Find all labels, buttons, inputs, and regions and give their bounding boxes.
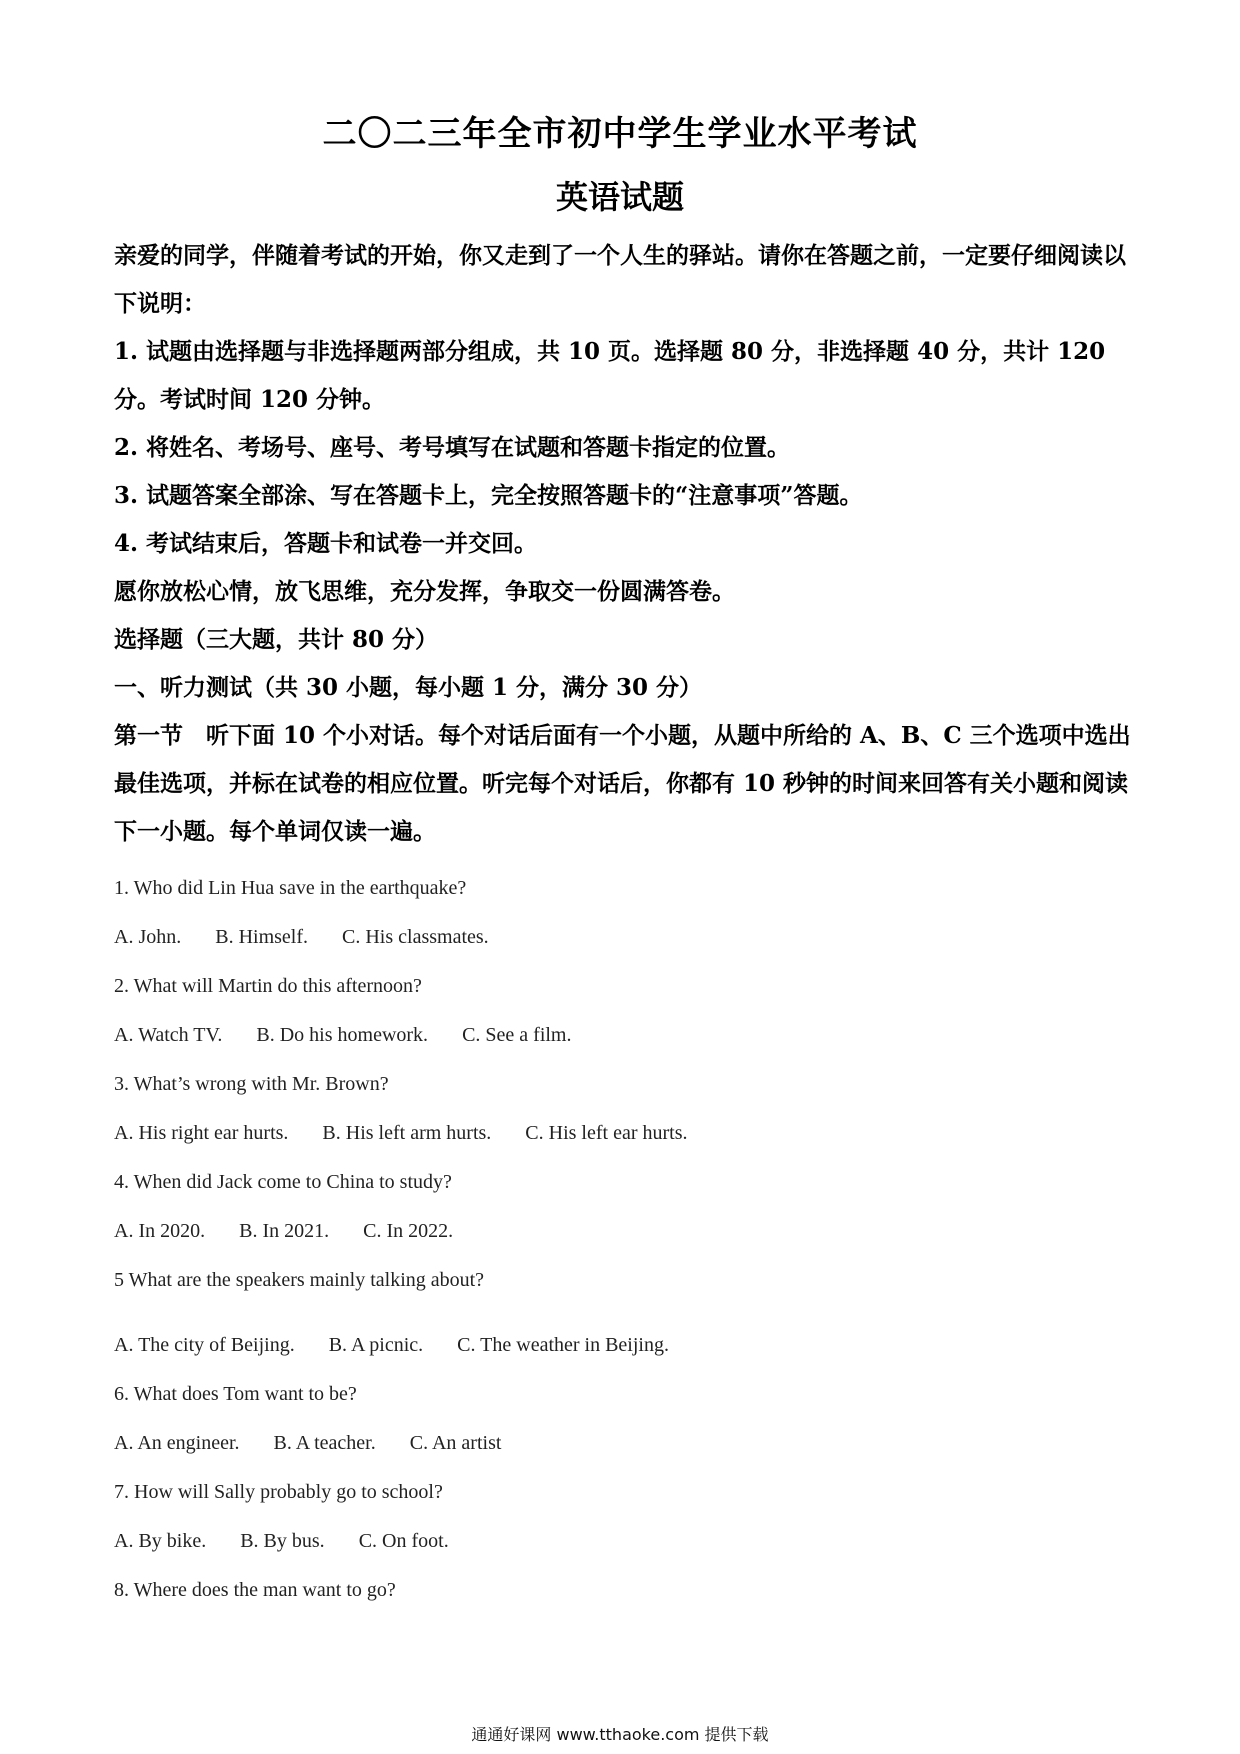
option-c: C. His left ear hurts. xyxy=(525,1122,688,1144)
option-b: B. His left arm hurts. xyxy=(322,1122,492,1144)
page-footer: 通通好课网 www.tthaoke.com 提供下载 xyxy=(471,1725,769,1744)
instruction-1: 1. 试题由选择题与非选择题两部分组成，共 10 页。选择题 80 分，非选择题 40 分，共计 120 分。考试时间 120 分钟。 xyxy=(114,338,1106,413)
wish-line: 愿你放松心情，放飞思维，充分发挥，争取交一份圆满答卷。 xyxy=(114,578,735,605)
option-a: A. In 2020. xyxy=(114,1220,206,1242)
instruction-3: 3. 试题答案全部涂、写在答题卡上，完全按照答题卡的“注意事项”答题。 xyxy=(114,482,863,509)
instruction-4: 4. 考试结束后，答题卡和试卷一并交回。 xyxy=(114,530,538,557)
question-4: 4. When did Jack come to China to study? xyxy=(114,1171,452,1193)
option-b: B. Do his homework. xyxy=(256,1024,429,1046)
listening-heading: 一、听力测试（共 30 小题，每小题 1 分，满分 30 分） xyxy=(114,674,703,701)
option-b: B. A teacher. xyxy=(273,1432,376,1454)
option-a: A. His right ear hurts. xyxy=(114,1122,289,1144)
option-a: A. Watch TV. xyxy=(114,1024,223,1046)
question-8: 8. Where does the man want to go? xyxy=(114,1579,396,1601)
exam-title: 二〇二三年全市初中学生学业水平考试 xyxy=(322,114,918,154)
question-1-options xyxy=(114,913,1134,962)
question-4-options xyxy=(114,1207,1134,1256)
question-list xyxy=(114,864,1134,1615)
option-b: B. A picnic. xyxy=(328,1334,424,1356)
question-5-options xyxy=(114,1321,1134,1370)
option-c: C. In 2022. xyxy=(363,1220,454,1242)
option-a: A. John. xyxy=(114,926,182,948)
question-3-options xyxy=(114,1109,1134,1158)
exam-subtitle: 英语试题 xyxy=(555,178,684,216)
option-a: A. By bike. xyxy=(114,1530,207,1552)
option-b: B. In 2021. xyxy=(239,1220,330,1242)
option-b: B. By bus. xyxy=(240,1530,325,1552)
question-1: 1. Who did Lin Hua save in the earthquake? xyxy=(114,877,467,899)
section-1-instructions: 第一节 听下面 10 个小对话。每个对话后面有一个小题，从题中所给的 A、B、C 三个选项中选出最佳选项，并标在试卷的相应位置。听完每个对话后，你都有 10 秒钟的时间来回答有关小题和阅读下一小题。每个单词仅读一遍。 xyxy=(114,722,1131,845)
question-7-options xyxy=(114,1517,1134,1566)
option-a: A. The city of Beijing. xyxy=(114,1334,295,1356)
question-6: 6. What does Tom want to be? xyxy=(114,1383,357,1405)
question-2-options xyxy=(114,1011,1134,1060)
option-a: A. An engineer. xyxy=(114,1432,240,1454)
option-c: C. The weather in Beijing. xyxy=(457,1334,669,1356)
option-c: C. On foot. xyxy=(358,1530,449,1552)
option-b: B. Himself. xyxy=(215,926,309,948)
option-c: C. An artist xyxy=(409,1432,502,1454)
choice-heading: 选择题（三大题，共计 80 分） xyxy=(114,626,439,653)
intro-paragraph: 亲爱的同学，伴随着考试的开始，你又走到了一个人生的驿站。请你在答题之前，一定要仔细阅读以下说明： xyxy=(114,242,1126,317)
instruction-2: 2. 将姓名、考场号、座号、考号填写在试题和答题卡指定的位置。 xyxy=(114,434,791,461)
question-3: 3. What’s wrong with Mr. Brown? xyxy=(114,1073,389,1095)
option-c: C. His classmates. xyxy=(342,926,489,948)
question-5: 5 What are the speakers mainly talking about? xyxy=(114,1269,485,1291)
option-c: C. See a film. xyxy=(462,1024,572,1046)
question-7: 7. How will Sally probably go to school? xyxy=(114,1481,443,1503)
question-6-options xyxy=(114,1419,1134,1468)
instructions-block xyxy=(114,232,1134,856)
question-2: 2. What will Martin do this afternoon? xyxy=(114,975,422,997)
